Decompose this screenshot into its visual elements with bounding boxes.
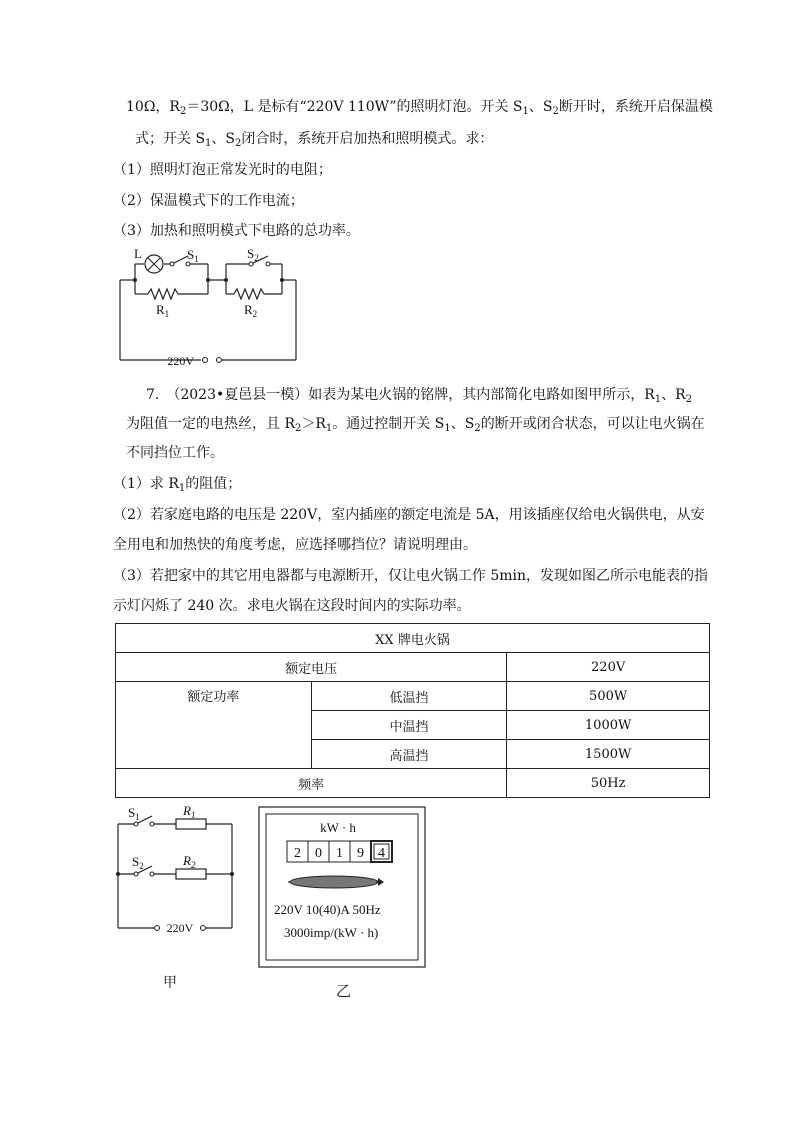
table-row — [116, 624, 710, 653]
subscript: 2 — [295, 423, 302, 434]
r1-label: $R_1$ — [156, 302, 170, 319]
circuit-diagram-1 — [108, 244, 308, 370]
table-row — [116, 769, 710, 798]
r2-label: $R_2$ — [183, 853, 196, 870]
meter-digit: 2 — [294, 846, 301, 861]
lamp-icon — [145, 255, 163, 273]
s1-label: $S_1$ — [187, 247, 199, 264]
text-segment: 。通过控制开关 S — [332, 416, 445, 432]
meter-digit: 0 — [315, 846, 322, 861]
switch-s2-contact — [249, 262, 253, 266]
rated-voltage-label: 额定电压 — [116, 653, 507, 682]
subscript: 1 — [522, 106, 529, 117]
subscript: 2 — [235, 138, 242, 149]
circuit-diagram-jia — [108, 804, 248, 934]
terminal-left — [155, 926, 160, 931]
switch-s2-contact — [134, 872, 138, 876]
meter-digit: 4 — [378, 846, 385, 861]
terminal-left — [203, 358, 208, 363]
gear-power: 500W — [507, 682, 710, 711]
figure-caption-jia: 甲 — [163, 975, 177, 991]
rated-voltage-value: 220V — [507, 653, 710, 682]
s1-label: $S_1$ — [128, 805, 140, 822]
table-row — [116, 682, 710, 711]
problem7-line1 — [146, 386, 692, 409]
problem7-line3: 不同挡位工作。 — [126, 445, 224, 461]
gear-power: 1500W — [507, 740, 710, 769]
voltage-label: 220V — [167, 354, 194, 368]
rated-power-label: 额定功率 — [116, 682, 312, 769]
subscript: 1 — [654, 394, 662, 405]
terminal-right — [201, 926, 206, 931]
switch-s1-contact — [134, 822, 138, 826]
text-segment: 为阻值一定的电热丝，且 R — [126, 416, 295, 432]
text-segment: 、S — [528, 99, 553, 115]
problem7-question-1 — [113, 475, 241, 498]
s2-label: $S_2$ — [132, 854, 144, 871]
subscript: 2 — [179, 106, 187, 117]
subscript: 2 — [685, 394, 693, 405]
subscript: 2 — [474, 423, 481, 434]
problem6-line1 — [126, 98, 713, 121]
problem7-line2 — [126, 415, 705, 438]
text-segment: 、R — [661, 387, 686, 403]
text-segment: 闭合时，系统开启加热和照明模式。求： — [241, 131, 494, 147]
problem7-question-3-line1: （3）若把家中的其它用电器都与电源断开，仅让电火锅工作 5min，发现如图乙所示电能表的指 — [113, 568, 709, 584]
text-segment: 的阻值； — [185, 476, 242, 492]
frequency-label: 频率 — [116, 769, 507, 798]
gear-label: 中温挡 — [311, 711, 507, 740]
problem6-question-1: （1）照明灯泡正常发光时的电阻； — [113, 162, 332, 178]
subscript: 2 — [552, 106, 559, 117]
nameplate-table — [115, 623, 710, 798]
text-segment: 7. （2023•夏邑县一模）如表为某电火锅的铭牌，其内部简化电路如图甲所示，R — [146, 387, 655, 403]
meter-spec-line2: 3000imp/(kW · h) — [284, 925, 379, 940]
text-segment: ＝30Ω，L 是标有“220V 110W”的照明灯泡。开关 S — [186, 99, 523, 115]
frequency-value: 50Hz — [507, 769, 710, 798]
subscript: 1 — [205, 138, 212, 149]
meter-digit: 1 — [336, 846, 343, 861]
meter-digit: 9 — [357, 846, 364, 861]
text-segment: （1）求 R — [113, 476, 179, 492]
problem6-line2 — [135, 130, 493, 153]
text-segment: 的断开或闭合状态，可以让电火锅在 — [480, 416, 705, 432]
r1-label: $R_1$ — [183, 804, 196, 820]
s2-label: $S_2$ — [247, 246, 259, 263]
switch-s1-contact — [170, 262, 174, 266]
problem7-question-2-line1: （2）若家庭电路的电压是 220V，室内插座的额定电流是 5A，用该插座仅给电火锅供电，从安 — [113, 507, 705, 523]
gear-power: 1000W — [507, 711, 710, 740]
text-segment: 式；开关 S — [135, 131, 206, 147]
electric-meter-yi — [258, 806, 428, 970]
problem6-question-3: （3）加热和照明模式下电路的总功率。 — [113, 223, 360, 239]
problem7-question-2-line2: 全用电和加热快的角度考虑，应选择哪挡位？请说明理由。 — [113, 537, 477, 553]
text-segment: 、S — [450, 416, 475, 432]
subscript: 1 — [325, 423, 333, 434]
problem6-question-2: （2）保温模式下的工作电流； — [113, 193, 304, 209]
gear-label: 低温挡 — [311, 682, 507, 711]
text-segment: ＞R — [301, 416, 326, 432]
figure-caption-yi: 乙 — [336, 982, 352, 1000]
text-segment: 断开时，系统开启保温模 — [558, 99, 713, 115]
gear-label: 高温挡 — [311, 740, 507, 769]
r2-label: $R_2$ — [244, 302, 258, 319]
meter-unit: kW · h — [320, 820, 356, 835]
subscript: 1 — [178, 483, 186, 494]
nameplate-title: XX 牌电火锅 — [116, 624, 710, 653]
terminal-right — [217, 358, 222, 363]
problem7-question-3-line2: 示灯闪烁了 240 次。求电火锅在这段时间内的实际功率。 — [113, 598, 471, 614]
voltage-label: 220V — [166, 921, 194, 934]
table-row — [116, 653, 710, 682]
text-segment: 10Ω，R — [126, 99, 180, 115]
text-segment: 、S — [211, 131, 236, 147]
subscript: 1 — [444, 423, 451, 434]
meter-spec-line1: 220V 10(40)A 50Hz — [274, 902, 381, 917]
lamp-label: L — [134, 246, 142, 261]
